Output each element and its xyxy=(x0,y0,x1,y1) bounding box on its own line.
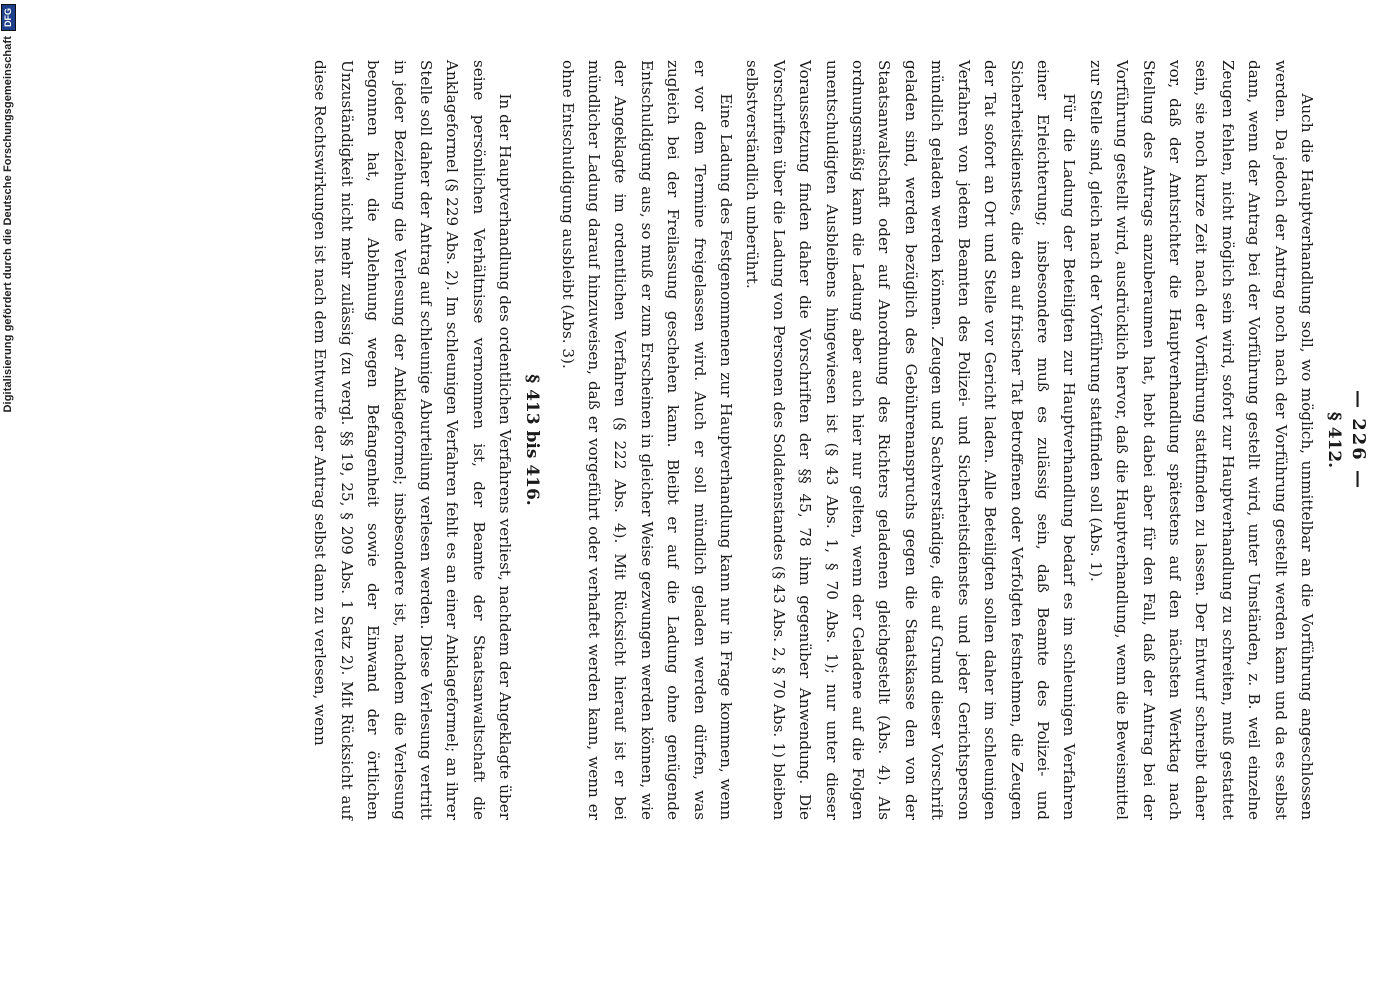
scanned-page xyxy=(140,0,1383,1000)
digitization-notice xyxy=(0,0,16,1000)
dfg-logo: DFG xyxy=(1,4,16,31)
paragraph: Auch die Hauptverhandlung soll, wo möglich, unmittelbar an die Vorführung angeschlossen werden. Da jedoch der Antrag noch nach der Vorführung gestellt werden kann und da es selbst dann, wenn der Antrag bei der Vorführung gestellt wird, unter Umständen, z. B. weil einzelne Zeugen fehlen, nicht möglich sein wird, sofort zur Hauptverhandlung zu schreiten, muß gestattet sein, sie noch kurze Zeit nach der Vorführung stattfinden zu lassen. Der Entwurf schreibt daher vor, daß der Amtsrichter die Hauptverhandlung spätestens auf den nächsten Werktag nach Stellung des Antrags anzuberaumen hat, hebt dabei aber für den Fall, daß der Antrag bei der Vorführung gestellt wird, ausdrücklich hervor, daß die Hauptverhandlung, wenn die Beweismittel zur Stelle sind, gleich nach der Vorführung stattfinden soll (Abs. 1). xyxy=(1086,60,1316,820)
paragraph: Für die Ladung der Beteiligten zur Hauptverhandlung bedarf es im schleunigen Verfahren einer Erleichterung; insbesondere muß es zulässig sein, daß Beamte des Polizei- und Sicherheitsdienstes, die den auf frischer Tat Betroffenen oder Verfolgten festnehmen, die Zeugen der Tat sofort an Ort und Stelle vor Gericht laden. Alle Beteiligten sollen daher im schleunigen Verfahren von jedem Beamten des Polizei- und Sicherheitsdienstes und jeder Gerichtsperson mündlich geladen werden können. Zeugen und Sachverständige, die auf Grund dieser Vorschrift geladen sind, werden bezüglich des Gebührenanspruchs gegen die Staatskasse den von der Staatsanwaltschaft oder auf Anordnung des Richters geladenen gleichgestellt (Abs. 4). Als ordnungsmäßig kann die Ladung aber auch hier nur gelten, wenn der Geladene auf die Folgen unentschuldigten Ausbleibens hingewiesen ist (§ 43 Abs. 1, § 70 Abs. 1); nur unter dieser Voraussetzung finden daher die Vorschriften der §§ 45, 78 ihm gegenüber Anwendung. Die Vorschriften über die Ladung von Personen des Soldatenstandes (§ 43 Abs. 2, § 70 Abs. 1) bleiben selbstverständlich unberührt. xyxy=(743,60,1079,820)
section-heading-413-416: § 413 bis 416. xyxy=(522,374,543,506)
paragraph: Eine Ladung des Festgenommenen zur Hauptverhandlung kann nur in Frage kommen, wenn er vor dem Termine freigelassen wird. Auch er soll mündlich geladen werden dürfen, was zugleich bei der Freilassung geschehen kann. Bleibt er auf die Ladung ohne genügende Entschuldigung aus, so muß er zum Erscheinen in gleicher Weise gezwungen werden können, wie der Angeklagte im ordentlichen Verfahren (§ 222 Abs. 4). Mit Rücksicht hierauf ist er bei mündlicher Ladung darauf hinzuweisen, daß er vorgeführt oder verhaftet werden kann, wenn er ohne Entschuldigung ausbleibt (Abs. 3). xyxy=(558,60,736,820)
digitization-notice-text: Digitalisierung gefördert durch die Deutsche Forschungsgemeinschaft xyxy=(2,36,14,413)
page-number: — 226 — xyxy=(1348,389,1369,491)
section-heading-412: § 412. xyxy=(1324,411,1344,469)
paragraph: In der Hauptverhandlung des ordentlichen Verfahrens verliest, nachdem der Angeklagte über seine persönlichen Verhältnisse vernommen ist, der Beamte der Staatsanwaltschaft die Anklageformel (§ 229 Abs. 2). Im schleunigen Verfahren fehlt es an einer Anklageformel; an ihrer Stelle soll daher der Antrag auf schleunige Aburteilung verlesen werden. Diese Verlesung vertritt in jeder Beziehung die Verlesung der Anklageformel; insbesondere ist, nachdem die Verlesung begonnen hat, die Ablehnung wegen Befangenheit sowie der Einwand der örtlichen Unzuständigkeit nicht mehr zulässig (zu vergl. §§ 19, 25, § 209 Abs. 1 Satz 2). Mit Rücksicht auf diese Rechtswirkungen ist nach dem Entwurfe der Antrag selbst dann zu verlesen, wenn xyxy=(311,60,515,820)
section-spacer xyxy=(546,60,554,820)
page-content xyxy=(140,0,1383,1000)
